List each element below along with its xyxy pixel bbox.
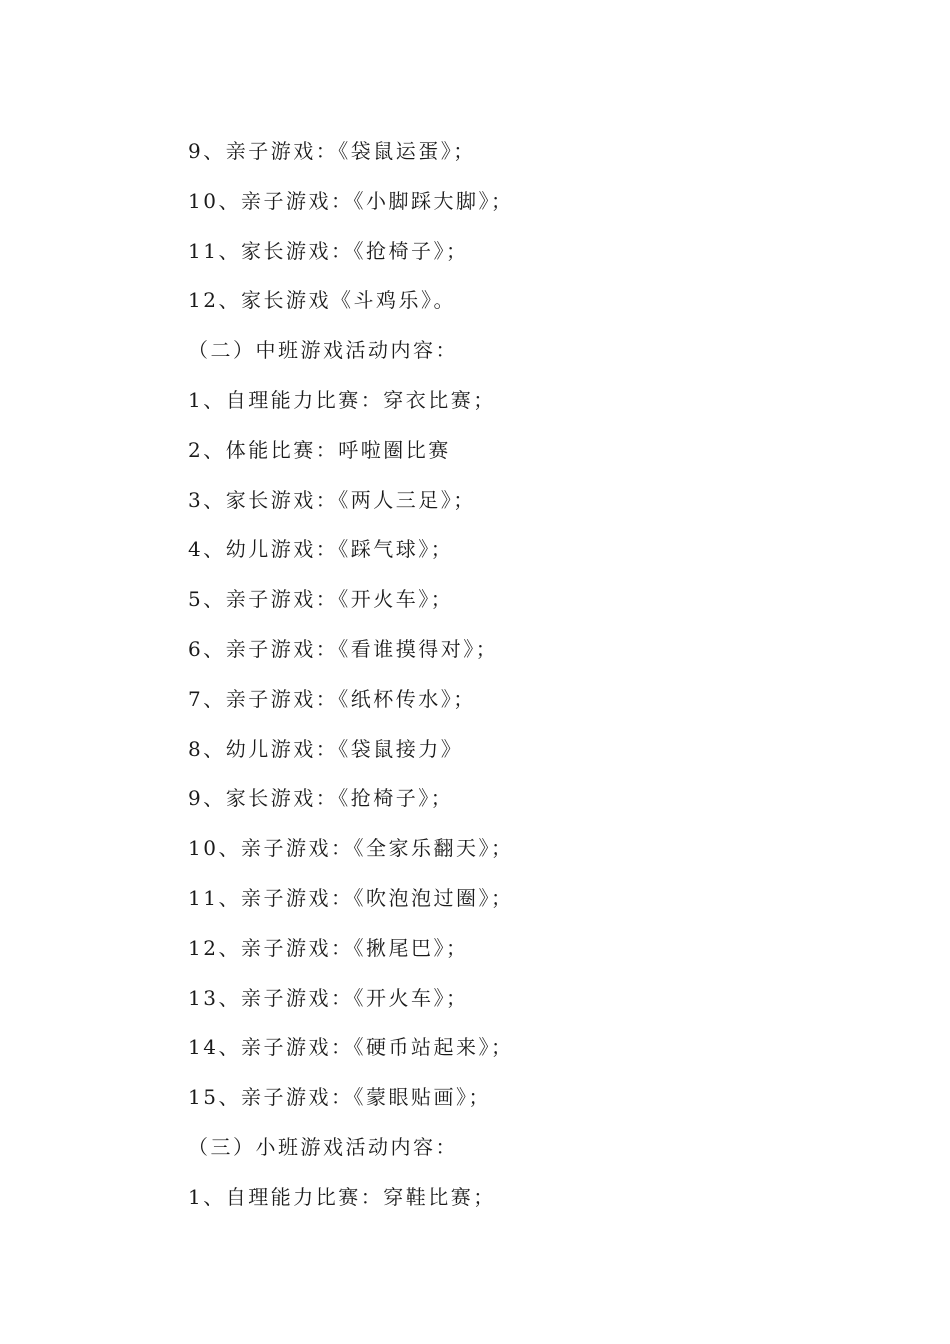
text-line: 3、家长游戏：《两人三足》； [188,487,476,512]
text-line: 12、亲子游戏：《揪尾巴》； [188,935,469,960]
text-line: 9、亲子游戏：《袋鼠运蛋》； [188,139,476,163]
text-line: 6、亲子游戏：《看谁摸得对》； [188,636,499,661]
text-line: 7、亲子游戏：《纸杯传水》； [188,686,476,711]
text-line: 10、亲子游戏：《全家乐翻天》； [188,836,514,861]
text-line: 13、亲子游戏：《开火车》； [188,985,469,1010]
text-line: 1、自理能力比赛：穿鞋比赛； [188,1184,496,1209]
text-line: 1、自理能力比赛：穿衣比赛； [188,387,496,412]
text-line: 10、亲子游戏：《小脚踩大脚》； [188,188,514,213]
text-line: 5、亲子游戏：《开火车》； [188,587,454,612]
text-line: 14、亲子游戏：《硬币站起来》； [188,1035,514,1060]
activity-list [188,132,513,1228]
text-line: 11、亲子游戏：《吹泡泡过圈》； [188,885,514,910]
section-heading: （三）小班游戏活动内容： [188,1134,458,1159]
text-line: 8、幼儿游戏：《袋鼠接力》 [188,736,464,761]
text-line: 2、体能比赛：呼啦圈比赛 [188,437,451,462]
text-line: 15、亲子游戏：《蒙眼贴画》； [188,1085,491,1110]
text-line: 4、幼儿游戏：《踩气球》； [188,537,454,562]
text-line: 9、家长游戏：《抢椅子》； [188,786,454,811]
section-heading: （二）中班游戏活动内容： [188,338,458,363]
text-line: 12、家长游戏《斗鸡乐》。 [188,288,456,313]
text-line: 11、家长游戏：《抢椅子》； [188,238,469,263]
